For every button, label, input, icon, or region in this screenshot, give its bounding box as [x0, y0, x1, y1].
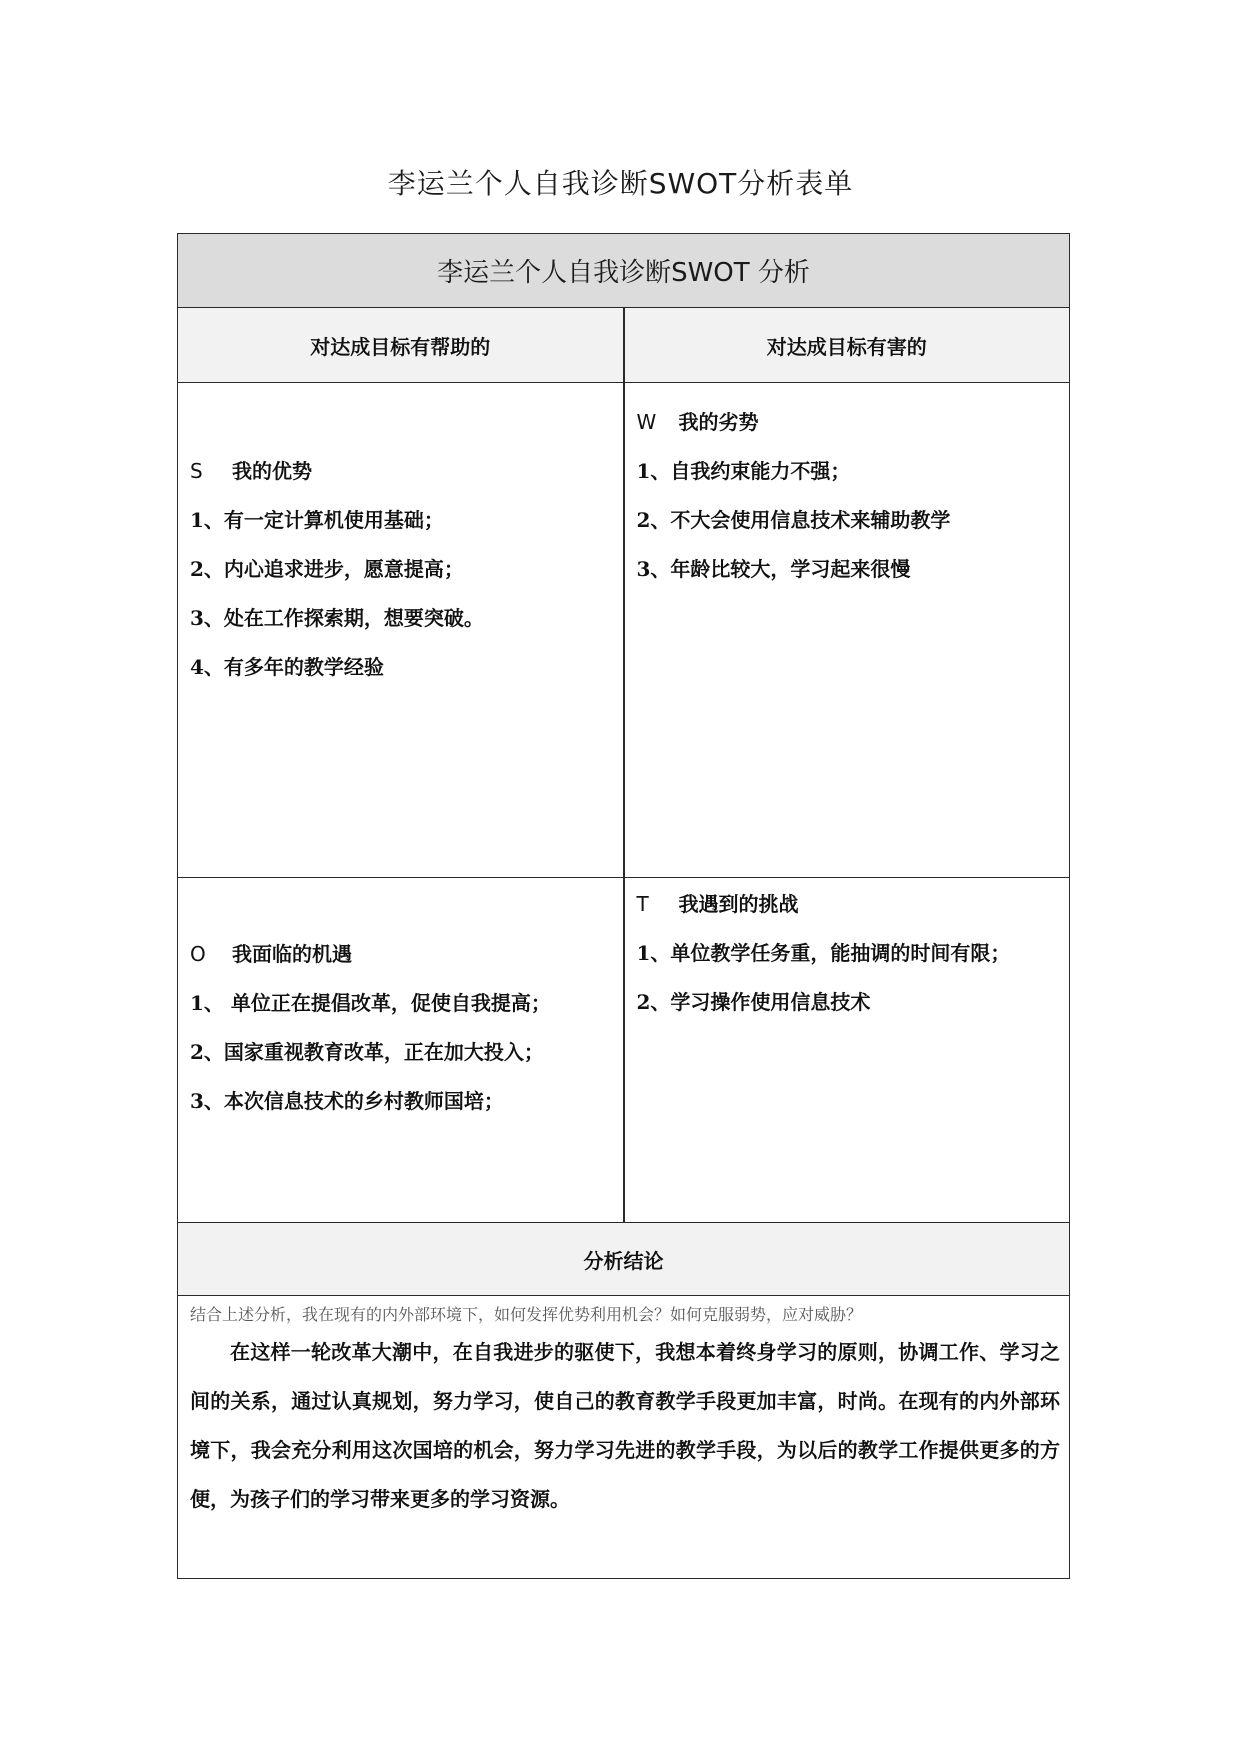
list-item: 2、国家重视教育改革，正在加大投入； — [190, 1040, 544, 1064]
opportunities-title: 我面临的机遇 — [232, 942, 352, 966]
opportunities-heading — [190, 930, 615, 979]
weaknesses-cell — [625, 383, 1070, 877]
opportunities-letter: O — [190, 942, 206, 966]
list-item: 1、 单位正在提倡改革，促使自我提高； — [190, 991, 551, 1015]
strengths-weaknesses-row — [178, 383, 1069, 878]
column-headers — [178, 308, 1069, 383]
conclusion-heading: 分析结论 — [178, 1223, 1069, 1296]
opportunities-cell — [178, 878, 625, 1222]
strengths-title: 我的优势 — [232, 459, 312, 483]
strengths-cell — [178, 383, 625, 877]
list-item: 2、内心追求进步，愿意提高； — [190, 557, 464, 581]
strengths-letter: S — [190, 459, 203, 483]
list-item: 1、单位教学任务重，能抽调的时间有限； — [636, 941, 1011, 965]
opportunities-threats-row — [178, 878, 1069, 1223]
weaknesses-letter: W — [636, 410, 657, 434]
weaknesses-title: 我的劣势 — [678, 410, 759, 434]
list-item: 1、有一定计算机使用基础； — [190, 508, 444, 532]
page-title: 李运兰个人自我诊断SWOT分析表单 — [387, 167, 854, 200]
threats-letter: T — [636, 892, 649, 916]
weaknesses-heading — [637, 398, 1062, 447]
threats-cell — [625, 878, 1070, 1222]
conclusion-prompt: 结合上述分析，我在现有的内外部环境下，如何发挥优势利用机会？如何克服弱势，应对威胁？ — [190, 1305, 863, 1324]
column-header-helpful: 对达成目标有帮助的 — [178, 308, 625, 382]
list-item: 3、年龄比较大，学习起来很慢 — [636, 557, 911, 581]
conclusion-text: 在这样一轮改革大潮中，在自我进步的驱使下，我想本着终身学习的原则，协调工作、学习之间的关系，通过认真规划，努力学习，使自己的教育教学手段更加丰富，时尚。在现有的内外部环境下，我会充分利用这次国培的机会，努力学习先进的教学手段，为以后的教学工作提供更多的方便，为孩子们的学习带来更多的学习资源。 — [190, 1340, 1060, 1511]
list-item: 4、有多年的教学经验 — [190, 655, 384, 679]
swot-table — [177, 233, 1070, 1579]
strengths-heading — [190, 447, 615, 496]
conclusion-body — [178, 1296, 1069, 1578]
list-item: 2、学习操作使用信息技术 — [636, 990, 871, 1014]
threats-heading — [637, 880, 1062, 929]
list-item: 3、本次信息技术的乡村教师国培； — [190, 1089, 504, 1113]
column-header-harmful: 对达成目标有害的 — [766, 334, 927, 359]
list-item: 2、不大会使用信息技术来辅助教学 — [636, 508, 951, 532]
threats-title: 我遇到的挑战 — [678, 892, 799, 916]
table-header: 李运兰个人自我诊断SWOT 分析 — [178, 234, 1069, 308]
list-item: 1、自我约束能力不强； — [636, 459, 851, 483]
list-item: 3、处在工作探索期，想要突破。 — [190, 606, 484, 630]
